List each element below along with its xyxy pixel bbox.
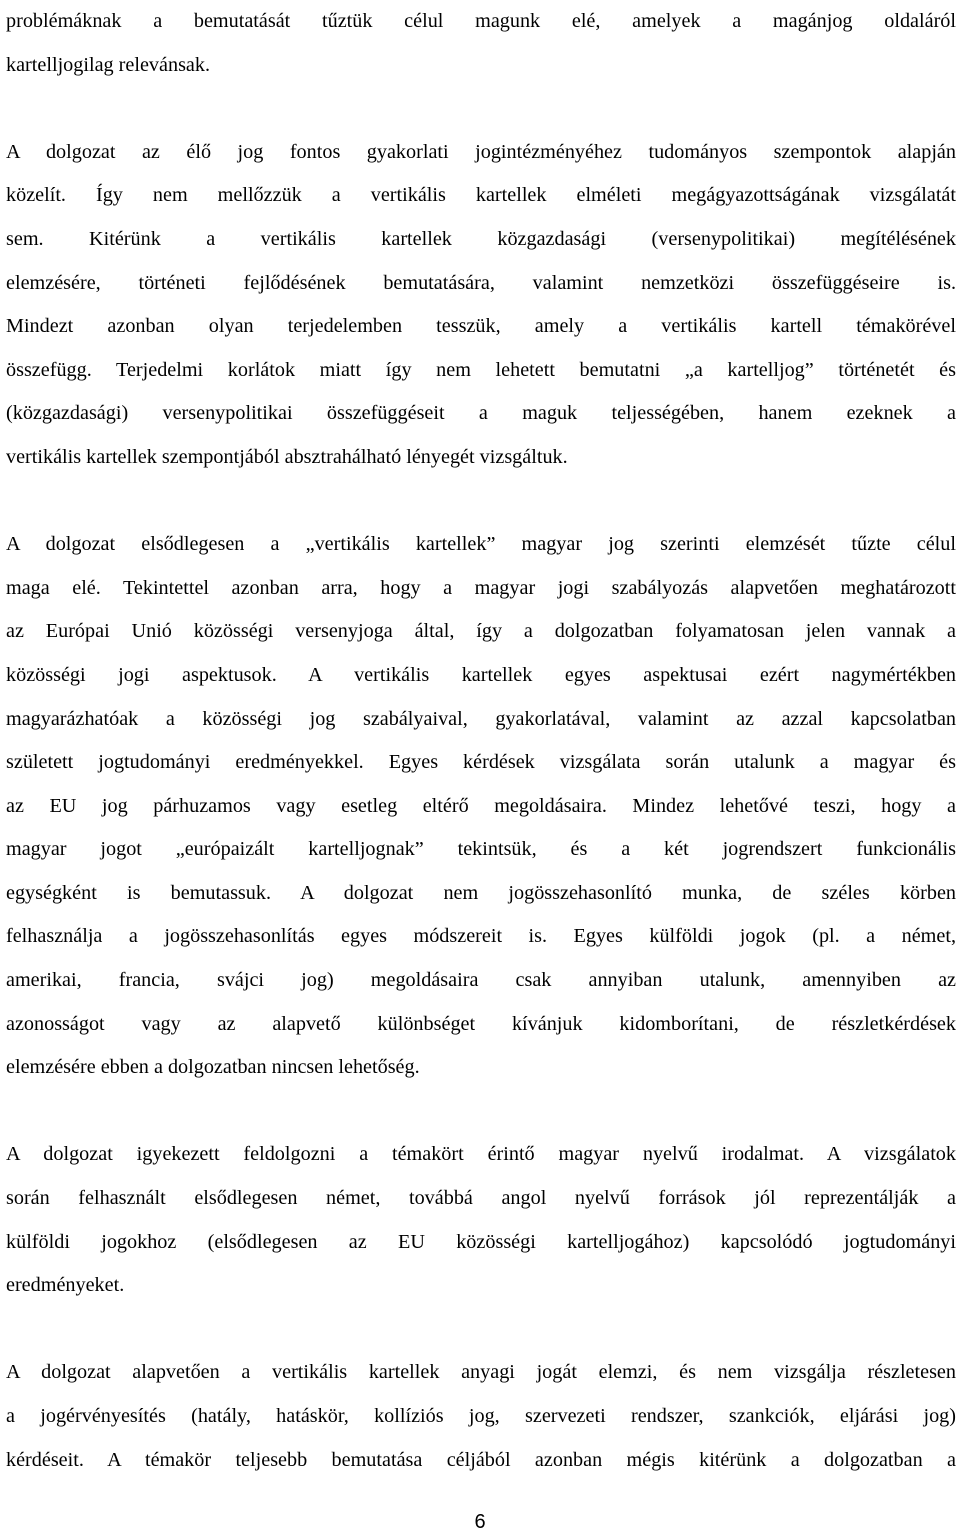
text-line: eredményeket. [6, 1274, 125, 1297]
paragraph-limits [6, 1351, 956, 1482]
text-line: Mindezt azonban olyan terjedelemben tesszük, amely a vertikális kartell témakörével [6, 315, 956, 338]
text-line: A dolgozat alapvetően a vertikális kartellek anyagi jogát elemzi, és nem vizsgálja részletesen [6, 1361, 956, 1384]
text-line: maga elé. Tekintettel azonban arra, hogy a magyar jogi szabályozás alapvetően meghatározott [6, 576, 956, 599]
paragraph-literature [6, 1133, 956, 1307]
text-line: az EU jog párhuzamos vagy esetleg eltérő megoldásaira. Mindez lehetővé teszi, hogy a [6, 794, 956, 817]
text-line: kérdéseit. A témakör teljesebb bemutatása céljából azonban mégis kitérünk a dolgozatban a [6, 1448, 956, 1471]
text-line: problémáknak a bemutatását tűztük célul magunk elé, amelyek a magánjog oldaláról [6, 10, 956, 32]
text-line: elemzésére, történeti fejlődésének bemutatására, valamint nemzetközi összefüggéseire is. [6, 271, 956, 294]
paragraph-methodology [6, 523, 956, 1090]
text-line: vertikális kartellek szempontjából absztrahálható lényegét vizsgáltuk. [6, 445, 568, 468]
page-number: 6 [474, 1511, 486, 1533]
text-line: A dolgozat az élő jog fontos gyakorlati jogintézményéhez tudományos szempontok alapján [6, 140, 956, 163]
text-line: kartelljogilag relevánsak. [6, 53, 211, 76]
document-page [6, 0, 956, 1482]
text-line: magyarázhatóak a közösségi jog szabályaival, gyakorlatával, valamint az azzal kapcsolatban [6, 707, 956, 730]
text-line: született jogtudományi eredményekkel. Egyes kérdések vizsgálata során utalunk a magyar és [6, 751, 956, 774]
paragraph-gap [6, 1308, 956, 1352]
paragraph-scope [6, 131, 956, 480]
text-line: azonosságot vagy az alapvető különbséget kívánjuk kidomborítani, de részletkérdések [6, 1012, 956, 1035]
paragraph-gap [6, 1090, 956, 1134]
paragraph-intro-continuation [6, 0, 956, 87]
text-line: összefügg. Terjedelmi korlátok miatt így nem lehetett bemutatni „a kartelljog” történetét és [6, 358, 956, 381]
text-line: elemzésére ebben a dolgozatban nincsen lehetőség. [6, 1056, 420, 1079]
text-line: a jogérvényesítés (hatály, hatáskör, kollíziós jog, szervezeti rendszer, szankciók, eljárási jog) [6, 1405, 956, 1427]
text-line: az Európai Unió közösségi versenyjoga által, így a dolgozatban folyamatosan jelen vannak a [6, 620, 956, 643]
paragraph-gap [6, 87, 956, 131]
paragraph-gap [6, 480, 956, 524]
text-line: A dolgozat elsődlegesen a „vertikális kartellek” magyar jog szerinti elemzését tűzte célul [6, 533, 956, 556]
text-line: közösségi jogi aspektusok. A vertikális kartellek egyes aspektusai ezért nagymértékben [6, 663, 956, 686]
text-line: során felhasznált elsődlegesen német, továbbá angol nyelvű források jól reprezentálják a [6, 1187, 956, 1210]
text-line: sem. Kitérünk a vertikális kartellek közgazdasági (versenypolitikai) megítélésének [6, 227, 956, 250]
text-line: (közgazdasági) versenypolitikai összefüggéseit a maguk teljességében, hanem ezeknek a [6, 402, 956, 425]
text-line: A dolgozat igyekezett feldolgozni a témakört érintő magyar nyelvű irodalmat. A vizsgálatok [6, 1143, 956, 1166]
text-line: magyar jogot „európaizált kartelljognak” tekintsük, és a két jogrendszert funkcionális [6, 838, 956, 861]
text-line: amerikai, francia, svájci jog) megoldásaira csak annyiban utalunk, amennyiben az [6, 969, 956, 992]
text-line: felhasználja a jogösszehasonlítás egyes módszereit is. Egyes külföldi jogok (pl. a német, [6, 925, 956, 948]
text-line: közelít. Így nem mellőzzük a vertikális kartellek elméleti megágyazottságának vizsgálatát [6, 184, 956, 207]
text-line: egységként is bemutassuk. A dolgozat nem jogösszehasonlító munka, de széles körben [6, 881, 956, 904]
text-line: külföldi jogokhoz (elsődlegesen az EU közösségi kartelljogához) kapcsolódó jogtudományi [6, 1230, 956, 1253]
